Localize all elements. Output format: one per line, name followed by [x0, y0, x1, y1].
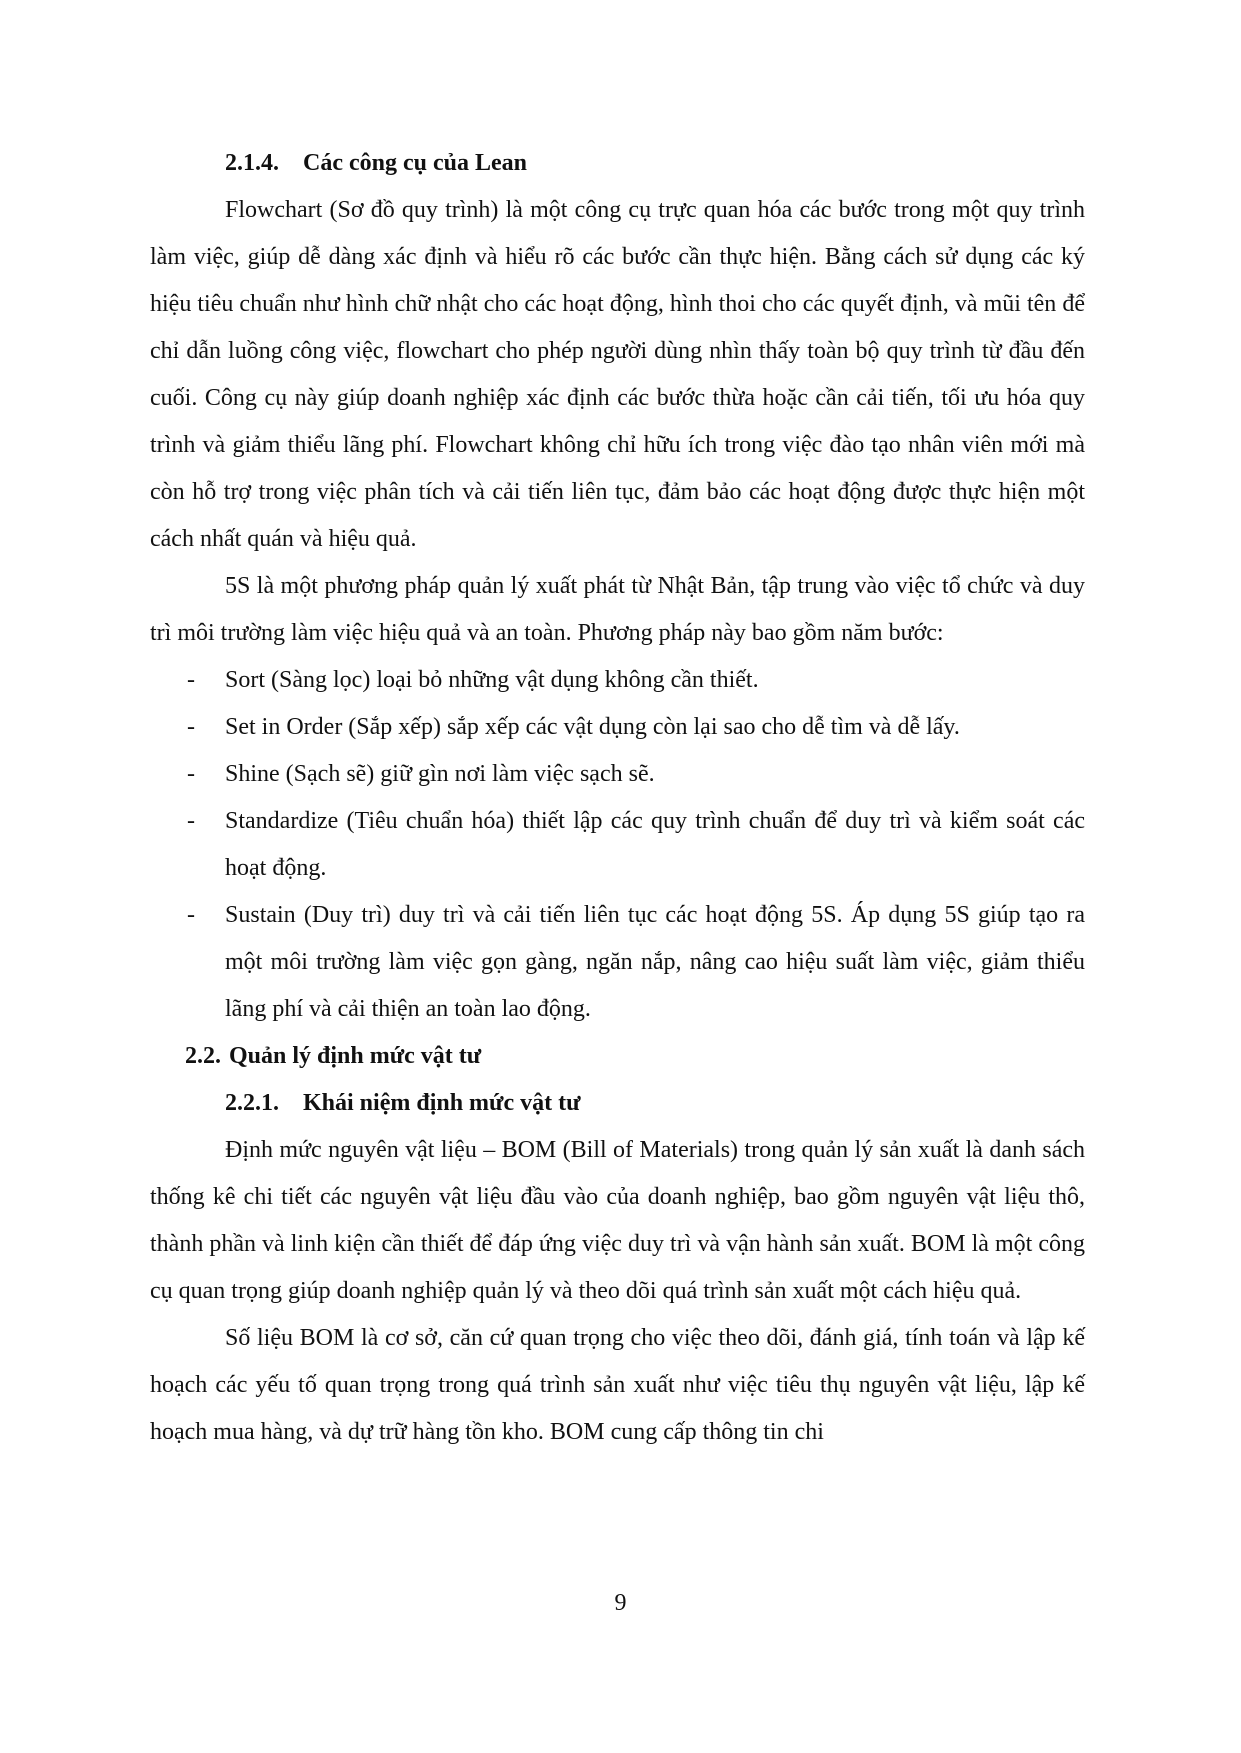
list-item	[150, 704, 1085, 751]
page-number: 9	[614, 1590, 627, 1616]
list-item-text: Sustain (Duy trì) duy trì và cải tiến liên tục các hoạt động 5S. Áp dụng 5S giúp tạo ra một môi trường làm việc gọn gàng, ngăn nắp, nâng cao hiệu suất làm việc, giảm thiểu lãng phí và cải thiện an toàn lao động.	[225, 902, 1085, 1022]
bullet-dash: -	[187, 808, 195, 834]
bullet-dash: -	[187, 761, 195, 787]
list-item	[150, 657, 1085, 704]
heading-2-2	[185, 1033, 1085, 1080]
list-item-text: Sort (Sàng lọc) loại bỏ những vật dụng không cần thiết.	[225, 667, 759, 693]
list-item	[150, 798, 1085, 892]
heading-2-1-4	[225, 140, 1085, 187]
list-item-text: Shine (Sạch sẽ) giữ gìn nơi làm việc sạch sẽ.	[225, 761, 655, 787]
paragraph-bom-definition: Định mức nguyên vật liệu – BOM (Bill of Materials) trong quản lý sản xuất là danh sách thống kê chi tiết các nguyên vật liệu đầu vào của doanh nghiệp, bao gồm nguyên vật liệu thô, thành phần và linh kiện cần thiết để đáp ứng việc duy trì và vận hành sản xuất. BOM là một công cụ quan trọng giúp doanh nghiệp quản lý và theo dõi quá trình sản xuất một cách hiệu quả.	[150, 1137, 1085, 1304]
heading-2-2-1	[225, 1080, 1085, 1127]
five-s-list	[150, 657, 1085, 1033]
heading-title: Các công cụ của Lean	[303, 150, 527, 176]
heading-number: 2.2.	[185, 1043, 221, 1069]
paragraph-flowchart: Flowchart (Sơ đồ quy trình) là một công cụ trực quan hóa các bước trong một quy trình làm việc, giúp dễ dàng xác định và hiểu rõ các bước cần thực hiện. Bằng cách sử dụng các ký hiệu tiêu chuẩn như hình chữ nhật cho các hoạt động, hình thoi cho các quyết định, và mũi tên để chỉ dẫn luồng công việc, flowchart cho phép người dùng nhìn thấy toàn bộ quy trình từ đầu đến cuối. Công cụ này giúp doanh nghiệp xác định các bước thừa hoặc cần cải tiến, tối ưu hóa quy trình và giảm thiểu lãng phí. Flowchart không chỉ hữu ích trong việc đào tạo nhân viên mới mà còn hỗ trợ trong việc phân tích và cải tiến liên tục, đảm bảo các hoạt động được thực hiện một cách nhất quán và hiệu quả.	[150, 197, 1085, 552]
list-item	[150, 751, 1085, 798]
paragraph-5s-intro: 5S là một phương pháp quản lý xuất phát từ Nhật Bản, tập trung vào việc tổ chức và duy trì môi trường làm việc hiệu quả và an toàn. Phương pháp này bao gồm năm bước:	[150, 573, 1085, 646]
bullet-dash: -	[187, 902, 195, 928]
page-body	[150, 140, 1085, 1456]
bullet-dash: -	[187, 667, 195, 693]
heading-title: Khái niệm định mức vật tư	[303, 1090, 581, 1116]
list-item-text: Set in Order (Sắp xếp) sắp xếp các vật dụng còn lại sao cho dễ tìm và dễ lấy.	[225, 714, 960, 740]
heading-number: 2.1.4.	[225, 150, 279, 176]
heading-number: 2.2.1.	[225, 1090, 279, 1116]
bullet-dash: -	[187, 714, 195, 740]
list-item	[150, 892, 1085, 1033]
paragraph-bom-data: Số liệu BOM là cơ sở, căn cứ quan trọng cho việc theo dõi, đánh giá, tính toán và lập kế hoạch các yếu tố quan trọng trong quá trình sản xuất như việc tiêu thụ nguyên vật liệu, lập kế hoạch mua hàng, và dự trữ hàng tồn kho. BOM cung cấp thông tin chi	[150, 1325, 1085, 1445]
heading-title: Quản lý định mức vật tư	[229, 1043, 482, 1069]
list-item-text: Standardize (Tiêu chuẩn hóa) thiết lập các quy trình chuẩn để duy trì và kiểm soát các hoạt động.	[225, 808, 1085, 881]
